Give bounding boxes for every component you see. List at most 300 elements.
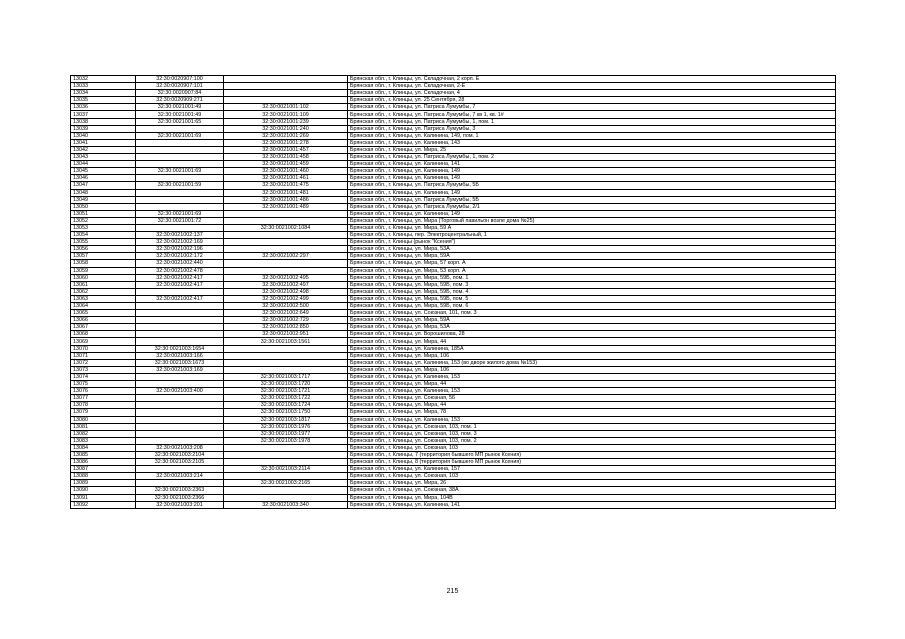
parcel-cadastral-number-cell	[136, 317, 224, 324]
parcel-cadastral-number-cell: 32:30:0021002:137	[136, 232, 224, 239]
row-number-cell: 13061	[71, 281, 136, 288]
parcel-cadastral-number-cell	[136, 203, 224, 210]
row-number-cell: 13071	[71, 352, 136, 359]
row-number-cell: 13082	[71, 430, 136, 437]
parcel-cadastral-number-cell: 32:30:0021001:69	[136, 132, 224, 139]
row-number-cell: 13040	[71, 132, 136, 139]
table-row	[71, 317, 836, 324]
address-cell: Брянская обл., г. Клинцы, ул. Мира, 106	[348, 366, 836, 373]
table-row	[71, 260, 836, 267]
object-cadastral-number-cell	[224, 487, 348, 494]
parcel-cadastral-number-cell: 32:30:0021003:169	[136, 366, 224, 373]
object-cadastral-number-cell: 32:30:0021003:2165	[224, 480, 348, 487]
table-row	[71, 295, 836, 302]
row-number-cell: 13083	[71, 437, 136, 444]
address-cell: Брянская обл., г. Клинцы, ул. Патриса Лумумбы, 2/1	[348, 203, 836, 210]
parcel-cadastral-number-cell	[136, 324, 224, 331]
parcel-cadastral-number-cell: 32:30:0021003:400	[136, 388, 224, 395]
address-cell: Брянская обл., г. Клинцы, ул. Мира, 26	[348, 480, 836, 487]
parcel-cadastral-number-cell: 32:30:0021003:2366	[136, 494, 224, 501]
parcel-cadastral-number-cell	[136, 416, 224, 423]
table-row	[71, 303, 836, 310]
address-cell: Брянская обл., г. Клинцы, ул. Союзная, 103	[348, 473, 836, 480]
object-cadastral-number-cell: 32:30:0021002:500	[224, 303, 348, 310]
object-cadastral-number-cell	[224, 239, 348, 246]
object-cadastral-number-cell	[224, 246, 348, 253]
table-row	[71, 366, 836, 373]
parcel-cadastral-number-cell	[136, 310, 224, 317]
row-number-cell: 13054	[71, 232, 136, 239]
table-row	[71, 246, 836, 253]
row-number-cell: 13077	[71, 395, 136, 402]
object-cadastral-number-cell: 32:30:0021002:1084	[224, 224, 348, 231]
object-cadastral-number-cell: 32:30:0021003:1722	[224, 395, 348, 402]
row-number-cell: 13049	[71, 196, 136, 203]
row-number-cell: 13065	[71, 310, 136, 317]
address-cell: Брянская обл., г. Клинцы, ул. Мира, 44	[348, 381, 836, 388]
table-row	[71, 224, 836, 231]
row-number-cell: 13044	[71, 161, 136, 168]
table-row	[71, 111, 836, 118]
object-cadastral-number-cell	[224, 210, 348, 217]
row-number-cell: 13091	[71, 494, 136, 501]
object-cadastral-number-cell: 32:30:0021001:278	[224, 139, 348, 146]
row-number-cell: 13043	[71, 154, 136, 161]
address-cell: Брянская обл., г. Клинцы, ул. Союзная, 103, пом. 1	[348, 423, 836, 430]
parcel-cadastral-number-cell	[136, 480, 224, 487]
address-cell: Брянская обл., г. Клинцы, ул. Союзная, 38А	[348, 487, 836, 494]
address-cell: Брянская обл., г. Клинцы, ул. Мира, 59Б, пом. 5	[348, 295, 836, 302]
object-cadastral-number-cell: 32:30:0021002:850	[224, 324, 348, 331]
address-cell: Брянская обл., г. Клинцы, ул. Калинина, 149	[348, 175, 836, 182]
table-row	[71, 288, 836, 295]
address-cell: Брянская обл., г. Клинцы, ул. Мира, 59А	[348, 317, 836, 324]
row-number-cell: 13072	[71, 359, 136, 366]
address-cell: Брянская обл., г. Клинцы, ул. Патриса Лумумбы, 7 кв 1, кв. 1#	[348, 111, 836, 118]
row-number-cell: 13047	[71, 182, 136, 189]
address-cell: Брянская обл., г. Клинцы, ул. Патриса Лумумбы, 5Б	[348, 182, 836, 189]
row-number-cell: 13041	[71, 139, 136, 146]
object-cadastral-number-cell: 32:30:0021002:729	[224, 317, 348, 324]
address-cell: Брянская обл., г. Клинцы, ул. Калинина, 153	[348, 416, 836, 423]
parcel-cadastral-number-cell	[136, 466, 224, 473]
address-cell: Брянская обл., г. Клинцы, ул. Мира, 59А	[348, 253, 836, 260]
table-row	[71, 480, 836, 487]
parcel-cadastral-number-cell: 32:30:0021002:196	[136, 246, 224, 253]
row-number-cell: 13053	[71, 224, 136, 231]
address-cell: Брянская обл., г. Клинцы, ул. Мира, 44	[348, 402, 836, 409]
parcel-cadastral-number-cell: 32:30:0021003:201	[136, 501, 224, 508]
object-cadastral-number-cell: 32:30:0021001:460	[224, 168, 348, 175]
object-cadastral-number-cell: 32:30:0021001:481	[224, 189, 348, 196]
row-number-cell: 13033	[71, 83, 136, 90]
object-cadastral-number-cell: 32:30:0021001:109	[224, 111, 348, 118]
table-row	[71, 501, 836, 508]
table-row	[71, 423, 836, 430]
page-number: 215	[446, 588, 459, 595]
object-cadastral-number-cell: 32:30:0021003:1978	[224, 437, 348, 444]
address-cell: Брянская обл., г. Клинцы, ул. Калинина, 149	[348, 210, 836, 217]
row-number-cell: 13063	[71, 295, 136, 302]
row-number-cell: 13064	[71, 303, 136, 310]
parcel-cadastral-number-cell: 32:30:0020909:271	[136, 97, 224, 104]
row-number-cell: 13069	[71, 338, 136, 345]
row-number-cell: 13048	[71, 189, 136, 196]
parcel-cadastral-number-cell	[136, 146, 224, 153]
object-cadastral-number-cell: 32:30:0021003:1724	[224, 402, 348, 409]
address-cell: Брянская обл., г. Клинцы, ул. Калинина, 149	[348, 189, 836, 196]
row-number-cell: 13055	[71, 239, 136, 246]
address-cell: Брянская обл., г. Клинцы, ул. Калинина, 153 (во дворе жилого дома №153)	[348, 359, 836, 366]
table-row	[71, 494, 836, 501]
row-number-cell: 13073	[71, 366, 136, 373]
parcel-cadastral-number-cell	[136, 196, 224, 203]
table-row	[71, 189, 836, 196]
address-cell: Брянская обл., г. Клинцы, ул. Мира, 78	[348, 409, 836, 416]
parcel-cadastral-number-cell: 32:30:0021001:72	[136, 217, 224, 224]
parcel-cadastral-number-cell: 32:30:0021003:1673	[136, 359, 224, 366]
parcel-cadastral-number-cell: 32:30:0020907:101	[136, 83, 224, 90]
object-cadastral-number-cell	[224, 345, 348, 352]
table-row	[71, 473, 836, 480]
table-row	[71, 168, 836, 175]
parcel-cadastral-number-cell	[136, 189, 224, 196]
parcel-cadastral-number-cell	[136, 125, 224, 132]
table-row	[71, 388, 836, 395]
object-cadastral-number-cell: 32:30:0021002:497	[224, 281, 348, 288]
parcel-cadastral-number-cell: 32:30:0021002:440	[136, 260, 224, 267]
row-number-cell: 13067	[71, 324, 136, 331]
object-cadastral-number-cell: 32:30:0021003:1750	[224, 409, 348, 416]
table-row	[71, 331, 836, 338]
table-row	[71, 139, 836, 146]
parcel-cadastral-number-cell	[136, 437, 224, 444]
parcel-cadastral-number-cell: 32:30:0021003:166	[136, 352, 224, 359]
address-cell: Брянская обл., г. Клинцы, ул. Складочная, 2 корп. Е	[348, 76, 836, 83]
parcel-cadastral-number-cell: 32:30:0021003:2363	[136, 487, 224, 494]
address-cell: Брянская обл., г. Клинцы, ул. Мира, 44	[348, 338, 836, 345]
object-cadastral-number-cell: 32:30:0021003:340	[224, 501, 348, 508]
object-cadastral-number-cell: 32:30:0021002:951	[224, 331, 348, 338]
object-cadastral-number-cell: 32:30:0021001:475	[224, 182, 348, 189]
row-number-cell: 13076	[71, 388, 136, 395]
parcel-cadastral-number-cell: 32:30:0021001:65	[136, 118, 224, 125]
table-row	[71, 437, 836, 444]
address-cell: Брянская обл., г. Клинцы, ул. Мира, 104В	[348, 494, 836, 501]
table-row	[71, 83, 836, 90]
row-number-cell: 13057	[71, 253, 136, 260]
table-row	[71, 161, 836, 168]
address-cell: Брянская обл., г. Клинцы, ул. Мира, 106	[348, 352, 836, 359]
object-cadastral-number-cell	[224, 232, 348, 239]
parcel-cadastral-number-cell	[136, 139, 224, 146]
row-number-cell: 13081	[71, 423, 136, 430]
object-cadastral-number-cell: 32:30:0021002:649	[224, 310, 348, 317]
row-number-cell: 13037	[71, 111, 136, 118]
table-row	[71, 146, 836, 153]
row-number-cell: 13032	[71, 76, 136, 83]
table-row	[71, 104, 836, 111]
row-number-cell: 13042	[71, 146, 136, 153]
address-cell: Брянская обл., г. Клинцы, ул. Мира, 53 корп. А	[348, 267, 836, 274]
row-number-cell: 13074	[71, 373, 136, 380]
parcel-cadastral-number-cell: 32:30:0021003:1654	[136, 345, 224, 352]
address-cell: Брянская обл., г. Клинцы, ул. Патриса Лумумбы, 1, пом. 1	[348, 118, 836, 125]
row-number-cell: 13056	[71, 246, 136, 253]
parcel-cadastral-number-cell: 32:30:0021001:69	[136, 210, 224, 217]
table-row	[71, 416, 836, 423]
address-cell: Брянская обл., г. Клинцы, ул. 25 Сентября, 28	[348, 97, 836, 104]
row-number-cell: 13080	[71, 416, 136, 423]
object-cadastral-number-cell	[224, 83, 348, 90]
address-cell: Брянская обл., г. Клинцы, ул. Мира, 59Б, пом. 6	[348, 303, 836, 310]
address-cell: Брянская обл., г. Клинцы, ул. Союзная, 103, пом. 3	[348, 430, 836, 437]
object-cadastral-number-cell: 32:30:0021003:1561	[224, 338, 348, 345]
row-number-cell: 13088	[71, 473, 136, 480]
table-row	[71, 196, 836, 203]
parcel-cadastral-number-cell: 32:30:0021003:208	[136, 444, 224, 451]
address-cell: Брянская обл., г. Клинцы, ул. Калинина, 141	[348, 161, 836, 168]
address-cell: Брянская обл., г. Клинцы, 8 (территория бывшего МП рынок Ксения)	[348, 459, 836, 466]
parcel-cadastral-number-cell: 32:30:0021001:49	[136, 104, 224, 111]
registry-table-body	[71, 76, 836, 509]
object-cadastral-number-cell	[224, 451, 348, 458]
table-row	[71, 381, 836, 388]
table-row	[71, 97, 836, 104]
object-cadastral-number-cell	[224, 90, 348, 97]
parcel-cadastral-number-cell: 32:30:0021001:49	[136, 111, 224, 118]
object-cadastral-number-cell: 32:30:0021002:297	[224, 253, 348, 260]
parcel-cadastral-number-cell	[136, 423, 224, 430]
parcel-cadastral-number-cell: 32:30:0021002:169	[136, 239, 224, 246]
table-row	[71, 430, 836, 437]
table-row	[71, 132, 836, 139]
row-number-cell: 13092	[71, 501, 136, 508]
address-cell: Брянская обл., г. Клинцы, 7 (территория бывшего МП рынок Ксения)	[348, 451, 836, 458]
table-row	[71, 281, 836, 288]
row-number-cell: 13050	[71, 203, 136, 210]
table-row	[71, 232, 836, 239]
row-number-cell: 13059	[71, 267, 136, 274]
parcel-cadastral-number-cell: 32:30:0020907:100	[136, 76, 224, 83]
address-cell: Брянская обл., г. Клинцы, ул. Калинина, 153	[348, 388, 836, 395]
table-row	[71, 210, 836, 217]
parcel-cadastral-number-cell	[136, 288, 224, 295]
address-cell: Брянская обл., г. Клинцы, ул. Калинина, 149, пом. 1	[348, 132, 836, 139]
row-number-cell: 13086	[71, 459, 136, 466]
parcel-cadastral-number-cell: 32:30:0021002:417	[136, 274, 224, 281]
table-row	[71, 345, 836, 352]
table-row	[71, 451, 836, 458]
object-cadastral-number-cell: 32:30:0021003:1717	[224, 373, 348, 380]
parcel-cadastral-number-cell: 32:30:0021002:172	[136, 253, 224, 260]
address-cell: Брянская обл., г. Клинцы, ул. Союзная, 103	[348, 444, 836, 451]
address-cell: Брянская обл., г. Клинцы, ул. Союзная, 56	[348, 395, 836, 402]
address-cell: Брянская обл., г. Клинцы, ул. Патриса Лумумбы, 7	[348, 104, 836, 111]
row-number-cell: 13068	[71, 331, 136, 338]
object-cadastral-number-cell: 32:30:0021003:1720	[224, 381, 348, 388]
parcel-cadastral-number-cell	[136, 395, 224, 402]
table-row	[71, 338, 836, 345]
object-cadastral-number-cell: 32:30:0021001:457	[224, 146, 348, 153]
address-cell: Брянская обл., г. Клинцы, ул. Мира, 59Б, пом. 3	[348, 281, 836, 288]
table-row	[71, 373, 836, 380]
row-number-cell: 13089	[71, 480, 136, 487]
row-number-cell: 13075	[71, 381, 136, 388]
address-cell: Брянская обл., г. Клинцы, ул. Калинина, 157	[348, 466, 836, 473]
object-cadastral-number-cell	[224, 217, 348, 224]
object-cadastral-number-cell: 32:30:0021001:239	[224, 118, 348, 125]
address-cell: Брянская обл., г. Клинцы, ул. Калинина, 143	[348, 139, 836, 146]
parcel-cadastral-number-cell	[136, 409, 224, 416]
parcel-cadastral-number-cell: 32:30:0021002:417	[136, 281, 224, 288]
parcel-cadastral-number-cell	[136, 381, 224, 388]
table-row	[71, 154, 836, 161]
object-cadastral-number-cell: 32:30:0021003:1976	[224, 423, 348, 430]
address-cell: Брянская обл., г. Клинцы, ул. Складочная, 4	[348, 90, 836, 97]
address-cell: Брянская обл., г. Клинцы, ул. Складочная, 2-Е	[348, 83, 836, 90]
address-cell: Брянская обл., г. Клинцы, ул. Мира, 59Б, пом. 4	[348, 288, 836, 295]
parcel-cadastral-number-cell	[136, 175, 224, 182]
row-number-cell: 13060	[71, 274, 136, 281]
address-cell: Брянская обл., г. Клинцы, ул. Мира, 53А	[348, 324, 836, 331]
row-number-cell: 13066	[71, 317, 136, 324]
table-row	[71, 444, 836, 451]
row-number-cell: 13085	[71, 451, 136, 458]
address-cell: Брянская обл., г. Клинцы, ул. Мира (Торговый павильон возле дома №25)	[348, 217, 836, 224]
parcel-cadastral-number-cell	[136, 331, 224, 338]
row-number-cell: 13079	[71, 409, 136, 416]
address-cell: Брянская обл., г. Клинцы, ул. Мира, 59Б, пом. 1	[348, 274, 836, 281]
parcel-cadastral-number-cell: 32:30:0021001:69	[136, 168, 224, 175]
row-number-cell: 13062	[71, 288, 136, 295]
parcel-cadastral-number-cell: 32:30:0021003:2105	[136, 459, 224, 466]
object-cadastral-number-cell: 32:30:0021001:240	[224, 125, 348, 132]
table-row	[71, 118, 836, 125]
table-row	[71, 274, 836, 281]
registry-table	[70, 75, 836, 509]
address-cell: Брянская обл., г. Клинцы, ул. Патриса Лумумбы, 1, пом. 2	[348, 154, 836, 161]
object-cadastral-number-cell: 32:30:0021003:1817	[224, 416, 348, 423]
table-row	[71, 324, 836, 331]
address-cell: Брянская обл., г. Клинцы, ул. Патриса Лумумбы, 3	[348, 125, 836, 132]
parcel-cadastral-number-cell	[136, 430, 224, 437]
parcel-cadastral-number-cell: 32:30:0020907:84	[136, 90, 224, 97]
row-number-cell: 13052	[71, 217, 136, 224]
row-number-cell: 13035	[71, 97, 136, 104]
parcel-cadastral-number-cell: 32:30:0021002:478	[136, 267, 224, 274]
object-cadastral-number-cell: 32:30:0021001:102	[224, 104, 348, 111]
address-cell: Брянская обл., г. Клинцы (рынок "Ксения")	[348, 239, 836, 246]
table-row	[71, 310, 836, 317]
object-cadastral-number-cell	[224, 366, 348, 373]
table-row	[71, 76, 836, 83]
address-cell: Брянская обл., г. Клинцы, ул. Союзная, 101, пом. 3	[348, 310, 836, 317]
table-row	[71, 359, 836, 366]
object-cadastral-number-cell	[224, 352, 348, 359]
object-cadastral-number-cell: 32:30:0021001:459	[224, 161, 348, 168]
row-number-cell: 13039	[71, 125, 136, 132]
table-row	[71, 409, 836, 416]
table-row	[71, 182, 836, 189]
parcel-cadastral-number-cell	[136, 154, 224, 161]
table-row	[71, 90, 836, 97]
parcel-cadastral-number-cell	[136, 224, 224, 231]
row-number-cell: 13058	[71, 260, 136, 267]
parcel-cadastral-number-cell	[136, 161, 224, 168]
object-cadastral-number-cell	[224, 260, 348, 267]
table-row	[71, 125, 836, 132]
row-number-cell: 13051	[71, 210, 136, 217]
table-row	[71, 217, 836, 224]
object-cadastral-number-cell	[224, 444, 348, 451]
table-row	[71, 175, 836, 182]
object-cadastral-number-cell	[224, 459, 348, 466]
parcel-cadastral-number-cell	[136, 338, 224, 345]
object-cadastral-number-cell: 32:30:0021001:269	[224, 132, 348, 139]
object-cadastral-number-cell: 32:30:0021002:495	[224, 274, 348, 281]
table-row	[71, 402, 836, 409]
row-number-cell: 13045	[71, 168, 136, 175]
row-number-cell: 13070	[71, 345, 136, 352]
row-number-cell: 13087	[71, 466, 136, 473]
address-cell: Брянская обл., г. Клинцы, ул. Союзная, 103, пом. 2	[348, 437, 836, 444]
object-cadastral-number-cell	[224, 97, 348, 104]
object-cadastral-number-cell	[224, 76, 348, 83]
object-cadastral-number-cell: 32:30:0021002:498	[224, 288, 348, 295]
address-cell: Брянская обл., г. Клинцы, ул. Мира, 25	[348, 146, 836, 153]
table-row	[71, 466, 836, 473]
address-cell: Брянская обл., г. Клинцы, ул. Мира, 53А	[348, 246, 836, 253]
table-row	[71, 459, 836, 466]
parcel-cadastral-number-cell: 32:30:0021002:417	[136, 295, 224, 302]
object-cadastral-number-cell: 32:30:0021001:458	[224, 154, 348, 161]
address-cell: Брянская обл., г. Клинцы, ул. Калинина, 153	[348, 373, 836, 380]
object-cadastral-number-cell: 32:30:0021003:1977	[224, 430, 348, 437]
address-cell: Брянская обл., г. Клинцы, ул. Калинина, 185А	[348, 345, 836, 352]
object-cadastral-number-cell: 32:30:0021003:1721	[224, 388, 348, 395]
parcel-cadastral-number-cell	[136, 303, 224, 310]
object-cadastral-number-cell: 32:30:0021002:499	[224, 295, 348, 302]
address-cell: Брянская обл., г. Клинцы, ул. Патриса Лумумбы, 5Б	[348, 196, 836, 203]
row-number-cell: 13078	[71, 402, 136, 409]
row-number-cell: 13046	[71, 175, 136, 182]
address-cell: Брянская обл., г. Клинцы, ул. Калинина, 149	[348, 168, 836, 175]
table-row	[71, 203, 836, 210]
table-row	[71, 253, 836, 260]
row-number-cell: 13084	[71, 444, 136, 451]
parcel-cadastral-number-cell: 32:30:0021001:59	[136, 182, 224, 189]
table-row	[71, 267, 836, 274]
parcel-cadastral-number-cell: 32:30:0021003:2104	[136, 451, 224, 458]
row-number-cell: 13038	[71, 118, 136, 125]
parcel-cadastral-number-cell: 32:30:0021003:214	[136, 473, 224, 480]
object-cadastral-number-cell: 32:30:0021001:461	[224, 175, 348, 182]
address-cell: Брянская обл., г. Клинцы, ул. Калинина, 141	[348, 501, 836, 508]
object-cadastral-number-cell: 32:30:0021003:2114	[224, 466, 348, 473]
address-cell: Брянская обл., г. Клинцы, пер. Электроцентральный, 1	[348, 232, 836, 239]
table-row	[71, 239, 836, 246]
address-cell: Брянская обл., г. Клинцы, ул. Мира, 59 А	[348, 224, 836, 231]
row-number-cell: 13034	[71, 90, 136, 97]
object-cadastral-number-cell	[224, 473, 348, 480]
parcel-cadastral-number-cell	[136, 373, 224, 380]
table-row	[71, 487, 836, 494]
address-cell: Брянская обл., г. Клинцы, ул. Ворошилова, 28	[348, 331, 836, 338]
address-cell: Брянская обл., г. Клинцы, ул. Мира, 57 корп. А	[348, 260, 836, 267]
object-cadastral-number-cell: 32:30:0021001:486	[224, 196, 348, 203]
object-cadastral-number-cell	[224, 359, 348, 366]
